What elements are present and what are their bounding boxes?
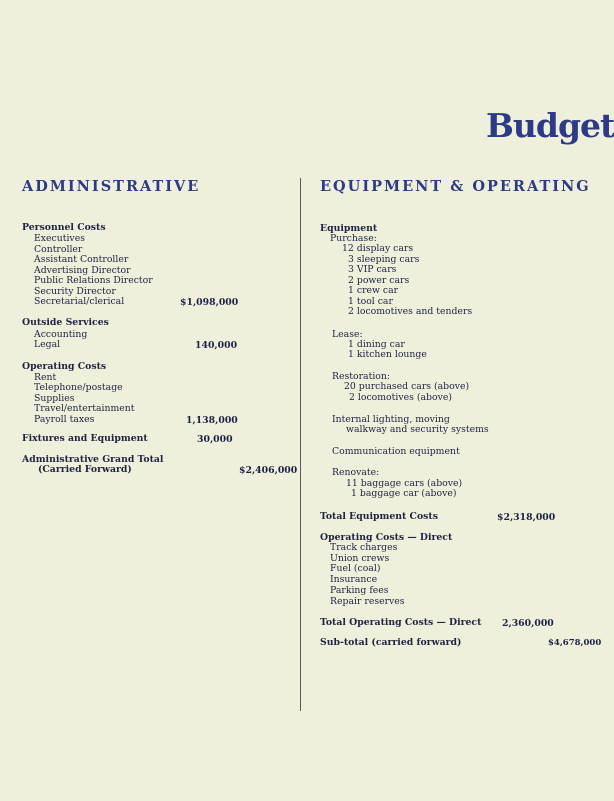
list-item: Public Relations Director: [34, 275, 153, 286]
list-item: Travel/entertainment: [34, 403, 135, 414]
list-item: 20 purchased cars (above): [344, 381, 470, 392]
list-item: 3 sleeping cars: [348, 254, 420, 265]
list-item: Controller: [34, 244, 83, 255]
list-item: Assistant Controller: [34, 254, 129, 265]
subtotal-label: Sub-total (carried forward): [320, 637, 462, 648]
equipment-title: Equipment: [320, 223, 378, 234]
list-item: 2 power cars: [348, 275, 410, 286]
list-item: 11 baggage cars (above): [346, 478, 463, 489]
list-item: Union crews: [330, 553, 390, 564]
lighting-line2: walkway and security systems: [346, 424, 489, 435]
total-equipment-label: Total Equipment Costs: [320, 511, 438, 522]
list-item: 1 baggage car (above): [351, 488, 457, 499]
grand-total-amount: $2,406,000: [239, 465, 298, 476]
total-operating-amount: 2,360,000: [502, 618, 554, 629]
page-title: Budget: [486, 106, 614, 145]
list-item: Payroll taxes: [34, 414, 95, 425]
list-item: Secretarial/clerical: [34, 296, 125, 307]
list-item: 3 VIP cars: [348, 264, 397, 275]
grand-total-label: Administrative Grand Total: [22, 454, 164, 465]
list-item: Track charges: [330, 542, 398, 553]
total-equipment-amount: $2,318,000: [497, 512, 556, 523]
personnel-costs-amount: $1,098,000: [180, 297, 239, 308]
communication-item: Communication equipment: [332, 446, 460, 457]
list-item: Supplies: [34, 393, 75, 404]
list-item: Rent: [34, 372, 57, 383]
list-item: 1 kitchen lounge: [348, 349, 427, 360]
list-item: Security Director: [34, 286, 116, 297]
list-item: 2 locomotives (above): [349, 392, 452, 403]
grand-total-sublabel: (Carried Forward): [38, 464, 132, 475]
operating-costs-title: Operating Costs: [22, 361, 107, 372]
fixtures-amount: 30,000: [197, 434, 233, 445]
purchase-label: Purchase:: [330, 233, 377, 244]
subtotal-amount: $4,678,000: [548, 638, 602, 648]
list-item: 1 crew car: [348, 285, 399, 296]
list-item: Executives: [34, 233, 85, 244]
outside-services-amount: 140,000: [195, 340, 238, 351]
list-item: Telephone/postage: [34, 382, 123, 393]
column-divider: [300, 178, 301, 711]
administrative-heading: ADMINISTRATIVE: [22, 178, 201, 195]
list-item: Fuel (coal): [330, 563, 381, 574]
list-item: 12 display cars: [342, 243, 414, 254]
fixtures-title: Fixtures and Equipment: [22, 433, 148, 444]
list-item: Accounting: [34, 329, 88, 340]
list-item: Advertising Director: [34, 265, 131, 276]
outside-services-title: Outside Services: [22, 317, 109, 328]
lease-label: Lease:: [332, 329, 363, 340]
restoration-label: Restoration:: [332, 371, 391, 382]
list-item: Parking fees: [330, 585, 389, 596]
list-item: 2 locomotives and tenders: [348, 306, 473, 317]
list-item: Repair reserves: [330, 596, 405, 607]
list-item: Insurance: [330, 574, 378, 585]
operating-direct-title: Operating Costs — Direct: [320, 532, 453, 543]
list-item: 1 tool car: [348, 296, 393, 307]
total-operating-label: Total Operating Costs — Direct: [320, 617, 482, 628]
operating-costs-amount: 1,138,000: [186, 415, 238, 426]
equipment-operating-heading: EQUIPMENT & OPERATING: [320, 178, 591, 195]
lighting-line1: Internal lighting, moving: [332, 414, 450, 425]
list-item: 1 dining car: [348, 339, 405, 350]
list-item: Legal: [34, 339, 61, 350]
renovate-label: Renovate:: [332, 467, 380, 478]
personnel-costs-title: Personnel Costs: [22, 222, 106, 233]
